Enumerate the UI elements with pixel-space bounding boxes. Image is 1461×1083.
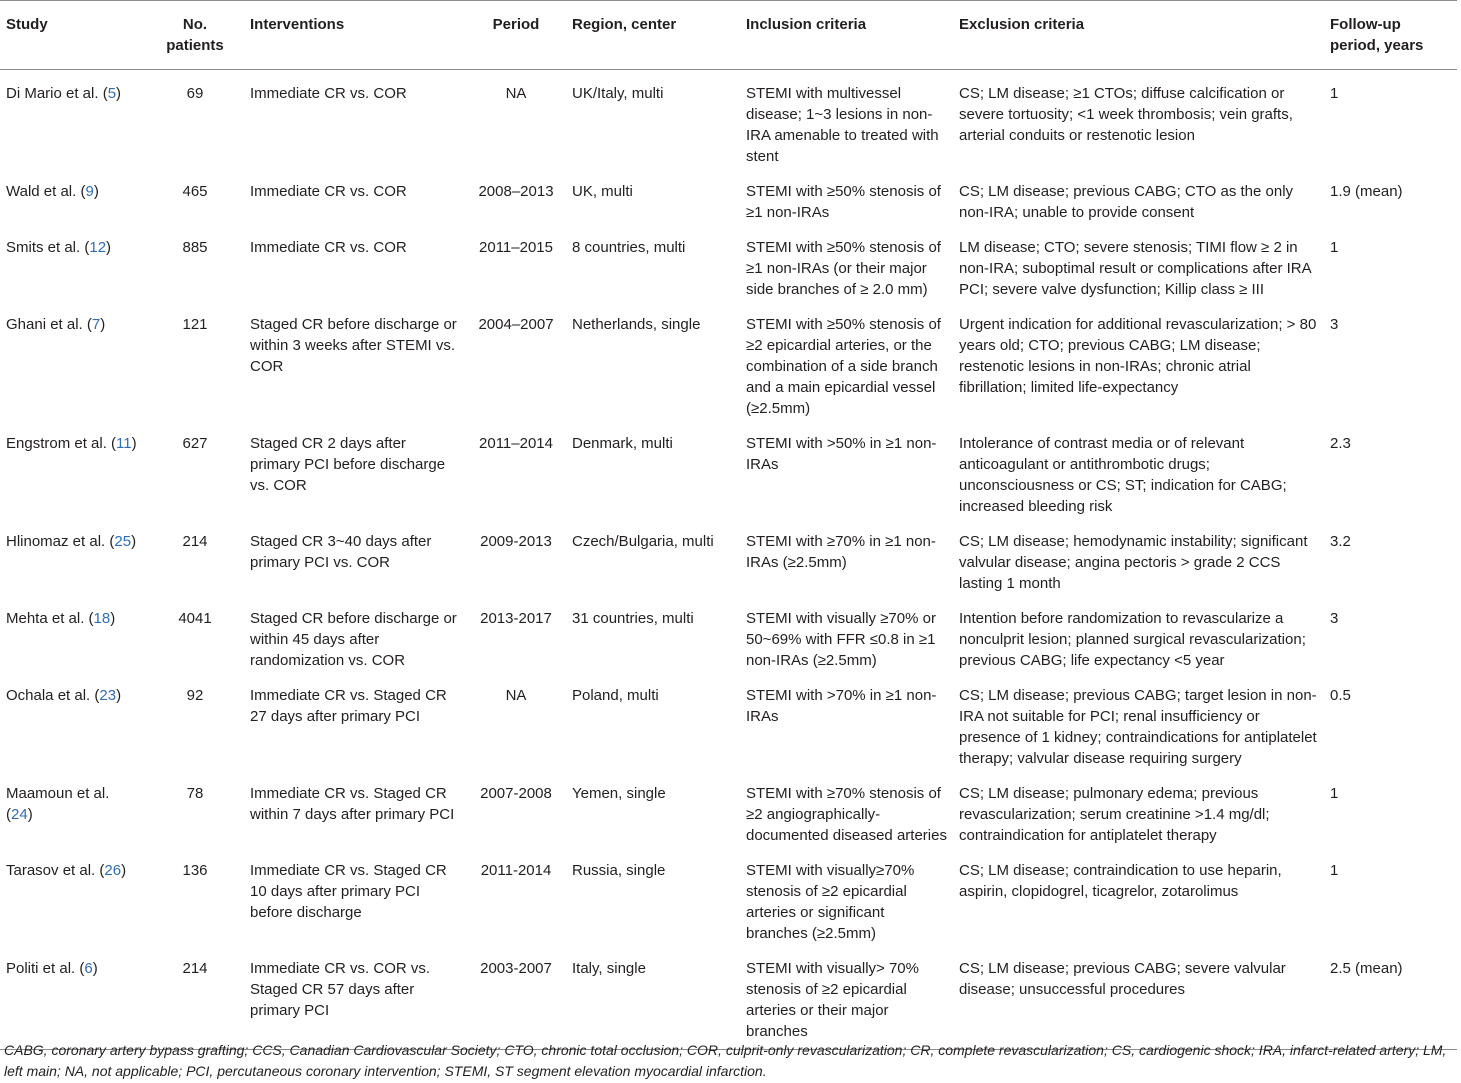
cell-period: 2004–2007 — [478, 316, 554, 333]
cell-period: 2011–2015 — [479, 239, 553, 256]
cell-inclusion: STEMI with visually≥70% stenosis of ≥2 epicardial arteries or significant branches (≥2.5mm) — [746, 862, 915, 942]
cell-period: 2003-2007 — [480, 960, 552, 977]
study-name-end: ) — [116, 687, 122, 704]
table-row — [0, 770, 1457, 847]
cell-study — [0, 70, 146, 169]
study-name: Politi et al. ( — [6, 960, 85, 977]
reference-link[interactable]: 12 — [89, 239, 107, 256]
study-name-end: ) — [100, 316, 106, 333]
cell-study — [0, 847, 146, 945]
cell-exclusion: CS; LM disease; previous CABG; target lesion in non-IRA not suitable for PCI; renal insufficiency or presence of 1 kidney; contraindications for antiplatelet therapy; valvular disease requiring surgery — [959, 687, 1317, 767]
cell-period: 2011-2014 — [480, 862, 552, 879]
header-inclusion: Inclusion criteria — [746, 16, 867, 33]
cell-patients: 69 — [186, 85, 204, 102]
cell-interventions: Immediate CR vs. Staged CR 10 days after primary PCI before discharge — [250, 862, 447, 921]
cell-followup: 3.2 — [1330, 533, 1351, 550]
table-row — [0, 847, 1457, 945]
table-row — [0, 301, 1457, 420]
study-name-end: ) — [92, 960, 98, 977]
header-region: Region, center — [572, 16, 677, 33]
reference-link[interactable]: 6 — [84, 960, 93, 977]
study-name: Hlinomaz et al. ( — [6, 533, 115, 550]
cell-region: 31 countries, multi — [572, 610, 694, 627]
cell-period: 2011–2014 — [479, 435, 553, 452]
study-name-end: ) — [106, 239, 112, 256]
study-name: Di Mario et al. ( — [6, 85, 108, 102]
table-row — [0, 168, 1457, 224]
cell-period: NA — [505, 85, 527, 102]
study-name: Tarasov et al. ( — [6, 862, 105, 879]
cell-region: UK/Italy, multi — [572, 85, 664, 102]
header-exclusion: Exclusion criteria — [959, 16, 1085, 33]
cell-interventions: Immediate CR vs. COR — [250, 85, 407, 102]
reference-link[interactable]: 18 — [93, 610, 111, 627]
study-name: Engstrom et al. ( — [6, 435, 117, 452]
cell-patients: 136 — [182, 862, 208, 879]
study-name: Smits et al. ( — [6, 239, 90, 256]
cell-exclusion: CS; LM disease; contraindication to use heparin, aspirin, clopidogrel, ticagrelor, zotarolimus — [959, 862, 1282, 900]
cell-exclusion: Intention before randomization to revascularize a nonculprit lesion; planned surgical revascularization; previous CABG; life expectancy <5 year — [959, 610, 1306, 669]
cell-region: Denmark, multi — [572, 435, 673, 452]
cell-followup: 1 — [1330, 785, 1339, 802]
header-period: Period — [492, 16, 540, 33]
study-name: Maamoun et al. ( — [6, 785, 110, 823]
table-row — [0, 70, 1457, 169]
cell-patients: 121 — [182, 316, 208, 333]
study-name-end: ) — [27, 806, 33, 823]
cell-study — [0, 672, 146, 770]
cell-patients: 214 — [182, 960, 208, 977]
table-row — [0, 224, 1457, 301]
cell-exclusion: CS; LM disease; hemodynamic instability; significant valvular disease; angina pectoris > grade 2 CCS lasting 1 month — [959, 533, 1308, 592]
cell-interventions: Immediate CR vs. COR — [250, 183, 407, 200]
study-name: Wald et al. ( — [6, 183, 86, 200]
cell-region: UK, multi — [572, 183, 633, 200]
cell-exclusion: Intolerance of contrast media or of relevant anticoagulant or antithrombotic drugs; unconsciousness or CS; ST; indication for CABG; increased bleeding risk — [959, 435, 1287, 515]
cell-study — [0, 301, 146, 420]
cell-exclusion: CS; LM disease; previous CABG; severe valvular disease; unsuccessful procedures — [959, 960, 1286, 998]
study-name: Ghani et al. ( — [6, 316, 92, 333]
table-row — [0, 672, 1457, 770]
study-name-end: ) — [110, 610, 116, 627]
study-name: Ochala et al. ( — [6, 687, 100, 704]
cell-inclusion: STEMI with multivessel disease; 1~3 lesions in non-IRA amenable to treated with stent — [746, 85, 939, 165]
reference-link[interactable]: 23 — [99, 687, 117, 704]
header-interventions: Interventions — [250, 16, 345, 33]
table-row — [0, 420, 1457, 518]
cell-followup: 1 — [1330, 239, 1339, 256]
cell-inclusion: STEMI with ≥50% stenosis of ≥1 non-IRAs — [746, 183, 941, 221]
cell-inclusion: STEMI with ≥50% stenosis of ≥1 non-IRAs (or their major side branches of ≥ 2.0 mm) — [746, 239, 941, 298]
cell-patients: 885 — [182, 239, 208, 256]
table-row — [0, 945, 1457, 1050]
table-row — [0, 595, 1457, 672]
cell-followup: 2.3 — [1330, 435, 1351, 452]
reference-link[interactable]: 24 — [11, 806, 28, 823]
cell-study — [0, 770, 146, 847]
cell-interventions: Immediate CR vs. COR vs. Staged CR 57 days after primary PCI — [250, 960, 431, 1019]
study-name-end: ) — [93, 183, 99, 200]
cell-followup: 1 — [1330, 85, 1339, 102]
reference-link[interactable]: 25 — [114, 533, 132, 550]
cell-exclusion: LM disease; CTO; severe stenosis; TIMI flow ≥ 2 in non-IRA; suboptimal result or complications after IRA PCI; severe valve dysfunction; Killip class ≥ III — [959, 239, 1311, 298]
header-patients: No. patients — [166, 16, 224, 54]
cell-inclusion: STEMI with ≥50% stenosis of ≥2 epicardial arteries, or the combination of a side branch and a main epicardial vessel (≥2.5mm) — [746, 316, 941, 417]
header-row — [0, 1, 1457, 70]
study-name: Mehta et al. ( — [6, 610, 94, 627]
cell-region: Netherlands, single — [572, 316, 701, 333]
cell-inclusion: STEMI with ≥70% stenosis of ≥2 angiographically-documented diseased arteries — [746, 785, 947, 844]
cell-study — [0, 168, 146, 224]
cell-patients: 214 — [182, 533, 208, 550]
header-study: Study — [6, 16, 48, 33]
cell-patients: 92 — [186, 687, 204, 704]
cell-interventions: Staged CR before discharge or within 3 weeks after STEMI vs. COR — [250, 316, 457, 375]
cell-followup: 3 — [1330, 316, 1339, 333]
study-name-end: ) — [121, 862, 127, 879]
reference-link[interactable]: 7 — [91, 316, 101, 333]
cell-period: 2009-2013 — [480, 533, 552, 550]
cell-region: Italy, single — [572, 960, 646, 977]
table-footnote: CABG, coronary artery bypass grafting; CCS, Canadian Cardiovascular Society; CTO, chronic total occlusion; COR, culprit-only revascularization; CR, complete revascularization; CS, cardiogenic shock; IRA, infarct-related artery; LM, left main; NA, not applicable; PCI, percutaneous coronary intervention; STEMI, ST segment elevation myocardial infarction. — [4, 1042, 1447, 1079]
cell-interventions: Immediate CR vs. Staged CR 27 days after primary PCI — [250, 687, 447, 725]
study-name-end: ) — [131, 435, 137, 452]
cell-period: 2013-2017 — [480, 610, 552, 627]
cell-study — [0, 595, 146, 672]
cell-inclusion: STEMI with ≥70% in ≥1 non-IRAs (≥2.5mm) — [746, 533, 936, 571]
cell-region: 8 countries, multi — [572, 239, 686, 256]
cell-region: Czech/Bulgaria, multi — [572, 533, 714, 550]
reference-link[interactable]: 26 — [104, 862, 122, 879]
cell-period: 2007-2008 — [480, 785, 552, 802]
cell-exclusion: Urgent indication for additional revascularization; > 80 years old; CTO; previous CABG; LM disease; restenotic lesions in non-IRAs; chronic atrial fibrillation; limited life-expectancy — [959, 316, 1317, 396]
cell-followup: 1 — [1330, 862, 1339, 879]
cell-followup: 2.5 (mean) — [1330, 960, 1403, 977]
cell-study — [0, 420, 146, 518]
reference-link[interactable]: 9 — [85, 183, 94, 200]
study-name-end: ) — [131, 533, 137, 550]
table-row — [0, 518, 1457, 595]
cell-inclusion: STEMI with visually ≥70% or 50~69% with FFR ≤0.8 in ≥1 non-IRAs (≥2.5mm) — [746, 610, 936, 669]
cell-study — [0, 945, 146, 1050]
study-name-end: ) — [116, 85, 122, 102]
cell-exclusion: CS; LM disease; ≥1 CTOs; diffuse calcification or severe tortuosity; <1 week thrombosis; vein grafts, arterial conduits or restenotic lesion — [959, 85, 1293, 144]
cell-interventions: Staged CR 3~40 days after primary PCI vs. COR — [250, 533, 432, 571]
cell-followup: 0.5 — [1330, 687, 1351, 704]
header-followup: Follow-up period, years — [1330, 16, 1424, 54]
cell-interventions: Immediate CR vs. Staged CR within 7 days after primary PCI — [250, 785, 455, 823]
cell-study — [0, 224, 146, 301]
cell-region: Yemen, single — [572, 785, 666, 802]
cell-interventions: Staged CR before discharge or within 45 days after randomization vs. COR — [250, 610, 457, 669]
cell-interventions: Immediate CR vs. COR — [250, 239, 407, 256]
cell-inclusion: STEMI with >70% in ≥1 non-IRAs — [746, 687, 937, 725]
cell-patients: 78 — [186, 785, 204, 802]
cell-region: Poland, multi — [572, 687, 659, 704]
reference-link[interactable]: 11 — [116, 435, 132, 452]
cell-period: NA — [505, 687, 527, 704]
cell-followup: 1.9 (mean) — [1330, 183, 1403, 200]
cell-patients: 465 — [182, 183, 208, 200]
cell-exclusion: CS; LM disease; previous CABG; CTO as the only non-IRA; unable to provide consent — [959, 183, 1294, 221]
cell-exclusion: CS; LM disease; pulmonary edema; previous revascularization; serum creatinine >1.4 mg/dl; contraindication for antiplatelet therapy — [959, 785, 1270, 844]
cell-inclusion: STEMI with >50% in ≥1 non-IRAs — [746, 435, 937, 473]
cell-interventions: Staged CR 2 days after primary PCI before discharge vs. COR — [250, 435, 446, 494]
cell-inclusion: STEMI with visually> 70% stenosis of ≥2 epicardial arteries or their major branches — [746, 960, 919, 1040]
cell-study — [0, 518, 146, 595]
cell-region: Russia, single — [572, 862, 666, 879]
cell-patients: 627 — [182, 435, 208, 452]
cell-period: 2008–2013 — [478, 183, 554, 200]
cell-followup: 3 — [1330, 610, 1339, 627]
cell-patients: 4041 — [178, 610, 212, 627]
reference-link[interactable]: 5 — [107, 85, 117, 102]
